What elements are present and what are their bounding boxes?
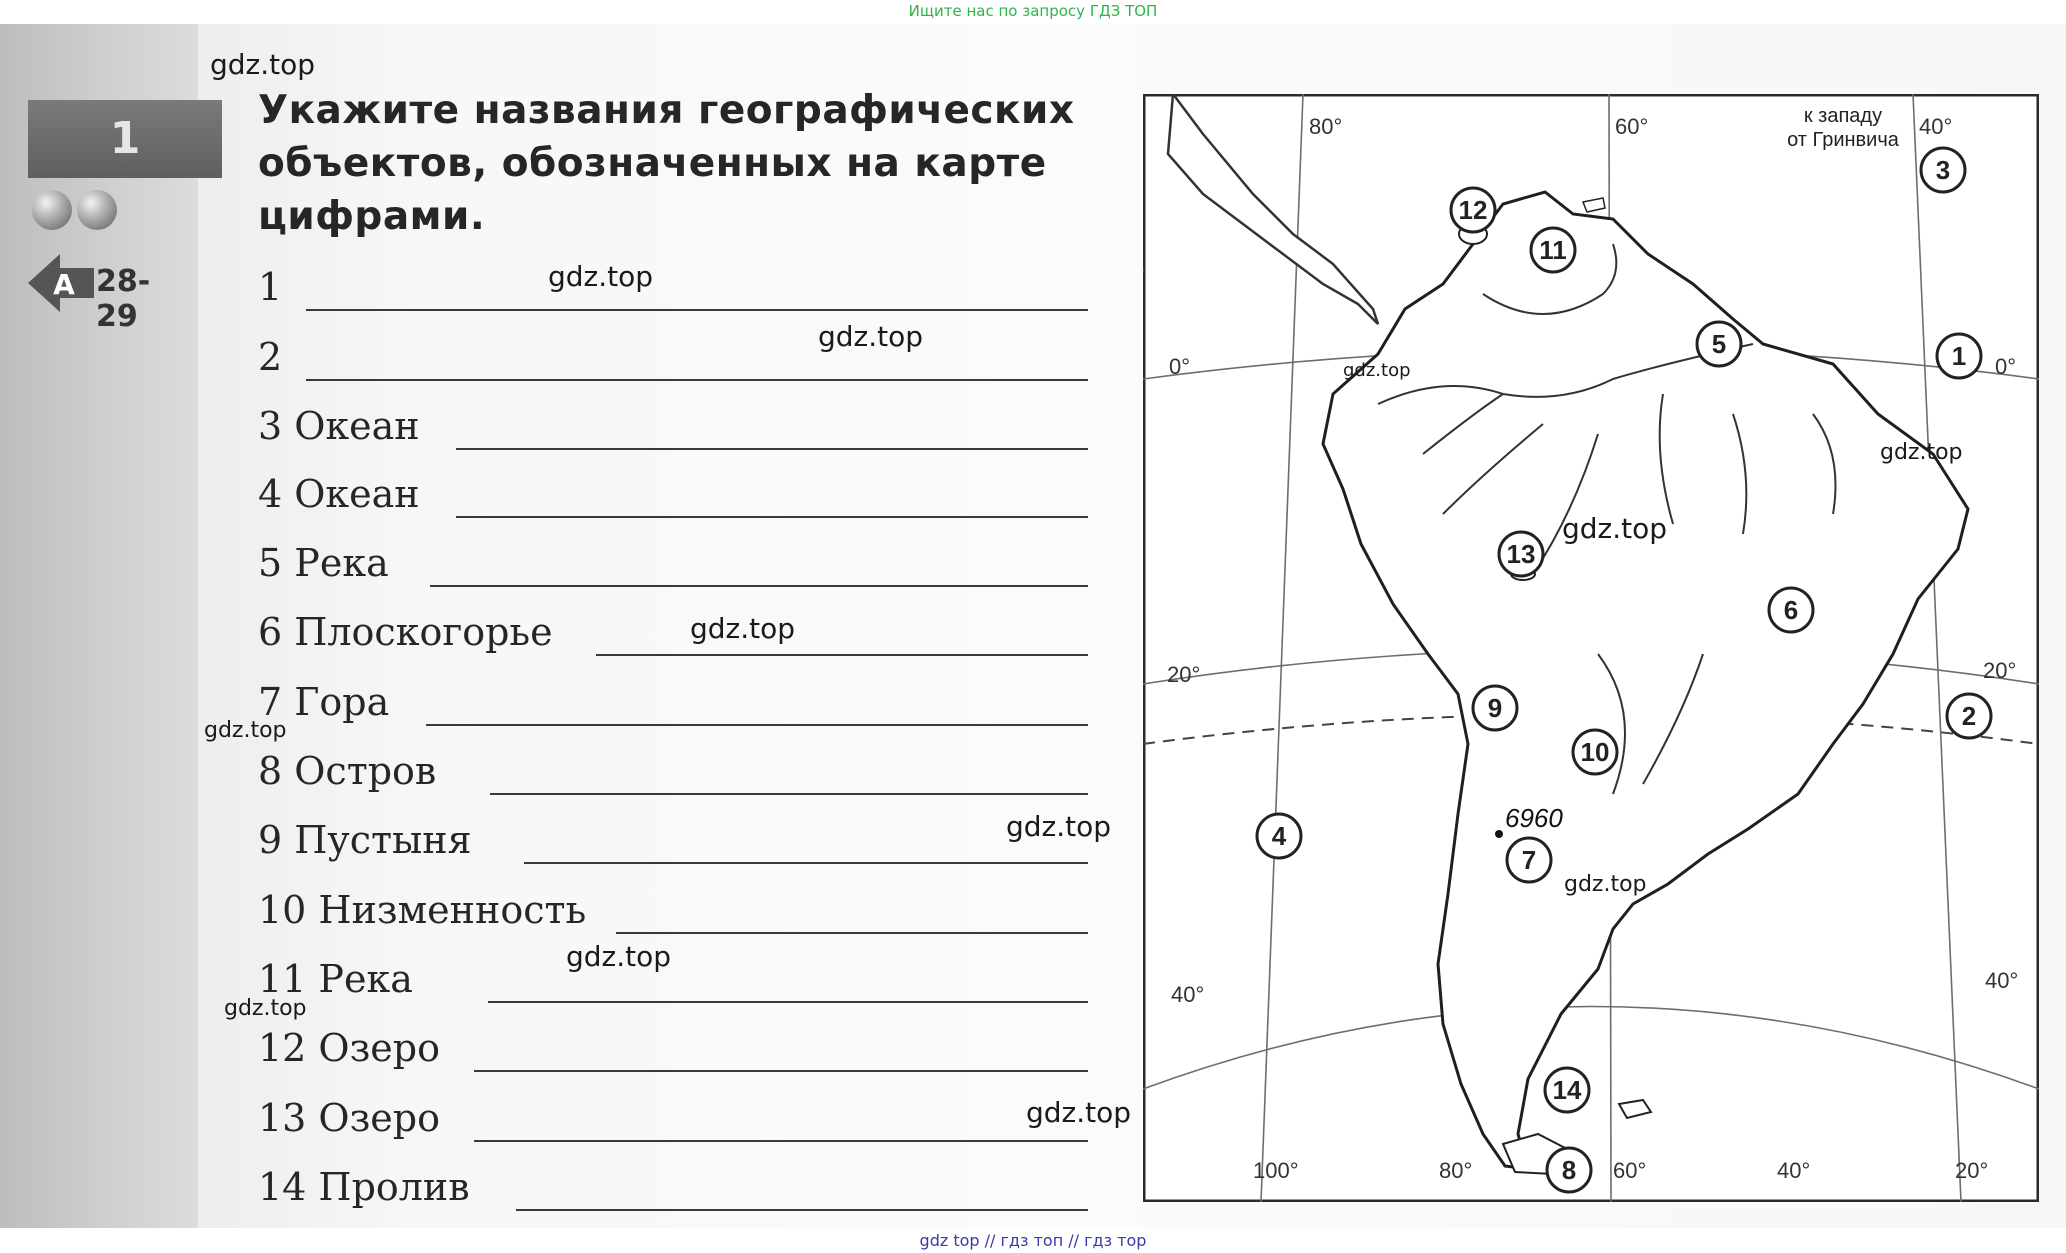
- watermark-text: gdz.top: [1880, 440, 1963, 465]
- lon-top-80: 80°: [1309, 114, 1343, 139]
- lon-bottom-100: 100°: [1253, 1158, 1299, 1183]
- answer-blank-line[interactable]: [490, 793, 1088, 795]
- answer-row: [258, 255, 1088, 315]
- answer-label: 5 Река: [258, 541, 389, 585]
- answer-row: [258, 1155, 1088, 1215]
- lat-right-40: 40°: [1985, 968, 2019, 993]
- map-marker-number: 2: [1961, 701, 1977, 731]
- map-marker-number: 1: [1951, 341, 1967, 371]
- top-banner[interactable]: Ищите нас по запросу ГДЗ ТОП: [908, 2, 1158, 20]
- task-number-badge: [28, 100, 222, 178]
- lat-right-20: 20°: [1983, 658, 2017, 683]
- answer-row: [258, 878, 1088, 938]
- map-marker-number: 5: [1711, 329, 1727, 359]
- peak-height: 6960: [1505, 803, 1563, 833]
- answer-blank-line[interactable]: [474, 1140, 1088, 1142]
- map-marker-number: 3: [1935, 155, 1951, 185]
- watermark-text: gdz.top: [204, 718, 287, 743]
- answer-blank-line[interactable]: [488, 1001, 1088, 1003]
- south-america-map: [1143, 94, 2039, 1202]
- atlas-arrow-icon: [26, 252, 96, 314]
- west-label-2: от Гринвича: [1787, 129, 1899, 151]
- watermark-text: gdz.top: [690, 612, 796, 645]
- map-marker-number: 12: [1458, 195, 1488, 225]
- task-title-line: объектов, обозначенных на карте: [258, 141, 1047, 186]
- west-label-1: к западу: [1803, 105, 1883, 127]
- difficulty-dot-icon: [32, 190, 72, 230]
- lat-left-40: 40°: [1171, 982, 1205, 1007]
- answer-label: 6 Плоскогорье: [258, 610, 553, 654]
- lon-top-40: 40°: [1919, 114, 1953, 139]
- answer-row: [258, 394, 1088, 454]
- lon-bottom-40: 40°: [1777, 1158, 1811, 1183]
- answer-blank-line[interactable]: [456, 448, 1088, 450]
- atlas-icon-letter: A: [53, 268, 75, 301]
- task-title-line: Укажите названия географических: [258, 88, 1075, 133]
- map-marker-number: 8: [1561, 1155, 1577, 1185]
- answer-blank-line[interactable]: [524, 862, 1088, 864]
- answer-label: 10 Низменность: [258, 888, 587, 932]
- lon-bottom-80: 80°: [1439, 1158, 1473, 1183]
- answer-row: [258, 600, 1088, 660]
- lon-top-60: 60°: [1615, 114, 1649, 139]
- answer-label: 8 Остров: [258, 749, 437, 793]
- answer-blank-line[interactable]: [474, 1070, 1088, 1072]
- atlas-pages: 28-29: [96, 264, 151, 334]
- answer-blank-line[interactable]: [426, 724, 1088, 726]
- answer-label: 4 Океан: [258, 472, 420, 516]
- lon-bottom-20: 20°: [1955, 1158, 1989, 1183]
- task-number: 1: [109, 113, 141, 164]
- watermark-text: gdz.top: [210, 48, 316, 81]
- map-marker-number: 9: [1487, 693, 1503, 723]
- answer-label: 1: [258, 265, 283, 309]
- watermark-text: gdz.top: [1026, 1096, 1132, 1129]
- answer-row: [258, 670, 1088, 730]
- watermark-text: gdz.top: [1564, 872, 1647, 897]
- map-marker-number: 10: [1580, 737, 1610, 767]
- map-marker-number: 14: [1552, 1075, 1582, 1105]
- map-marker-number: 13: [1506, 539, 1536, 569]
- difficulty-dot-icon: [77, 190, 117, 230]
- answer-blank-line[interactable]: [430, 585, 1088, 587]
- watermark-text: gdz.top: [566, 940, 672, 973]
- answer-label: 13 Озеро: [258, 1096, 441, 1140]
- answer-label: 3 Океан: [258, 404, 420, 448]
- answer-blank-line[interactable]: [516, 1209, 1088, 1211]
- watermark-text: gdz.top: [548, 260, 654, 293]
- peak-dot-icon: [1495, 830, 1503, 838]
- answer-label: 7 Гора: [258, 680, 390, 724]
- lat-left-20: 20°: [1167, 662, 1201, 687]
- answer-row: [258, 1086, 1088, 1146]
- answer-row: [258, 531, 1088, 591]
- lon-bottom-60: 60°: [1613, 1158, 1647, 1183]
- answer-label: 2: [258, 335, 283, 379]
- answer-row: [258, 947, 1088, 1007]
- watermark-text: gdz.top: [224, 996, 307, 1021]
- atlas-reference: [26, 252, 186, 334]
- watermark-text: gdz.top: [818, 320, 924, 353]
- bottom-banner[interactable]: gdz top // гдз топ // гдз тор: [919, 1231, 1147, 1250]
- answer-label: 12 Озеро: [258, 1026, 441, 1070]
- watermark-text: gdz.top: [1562, 512, 1668, 545]
- answer-row: [258, 325, 1088, 385]
- answer-row: [258, 1016, 1088, 1076]
- answer-blank-line[interactable]: [596, 654, 1088, 656]
- map-marker-number: 11: [1539, 235, 1567, 265]
- lat-left-0: 0°: [1169, 354, 1191, 379]
- answer-label: 9 Пустыня: [258, 818, 472, 862]
- lat-right-0: 0°: [1995, 354, 2017, 379]
- map-marker-number: 6: [1783, 595, 1799, 625]
- task-title-line: цифрами.: [258, 194, 486, 239]
- answer-row: [258, 808, 1088, 868]
- answer-label: 11 Река: [258, 957, 413, 1001]
- map-marker-number: 7: [1521, 845, 1537, 875]
- answer-row: [258, 739, 1088, 799]
- watermark-text: gdz.top: [1006, 810, 1112, 843]
- map-marker-number: 4: [1271, 821, 1287, 851]
- answer-blank-line[interactable]: [456, 516, 1088, 518]
- task-title: [258, 84, 1078, 243]
- answer-label: 14 Пролив: [258, 1165, 470, 1209]
- answer-blank-line[interactable]: [306, 379, 1088, 381]
- watermark-text: gdz.top: [1343, 360, 1411, 381]
- answer-blank-line[interactable]: [306, 309, 1088, 311]
- answer-blank-line[interactable]: [616, 932, 1088, 934]
- answer-row: [258, 462, 1088, 522]
